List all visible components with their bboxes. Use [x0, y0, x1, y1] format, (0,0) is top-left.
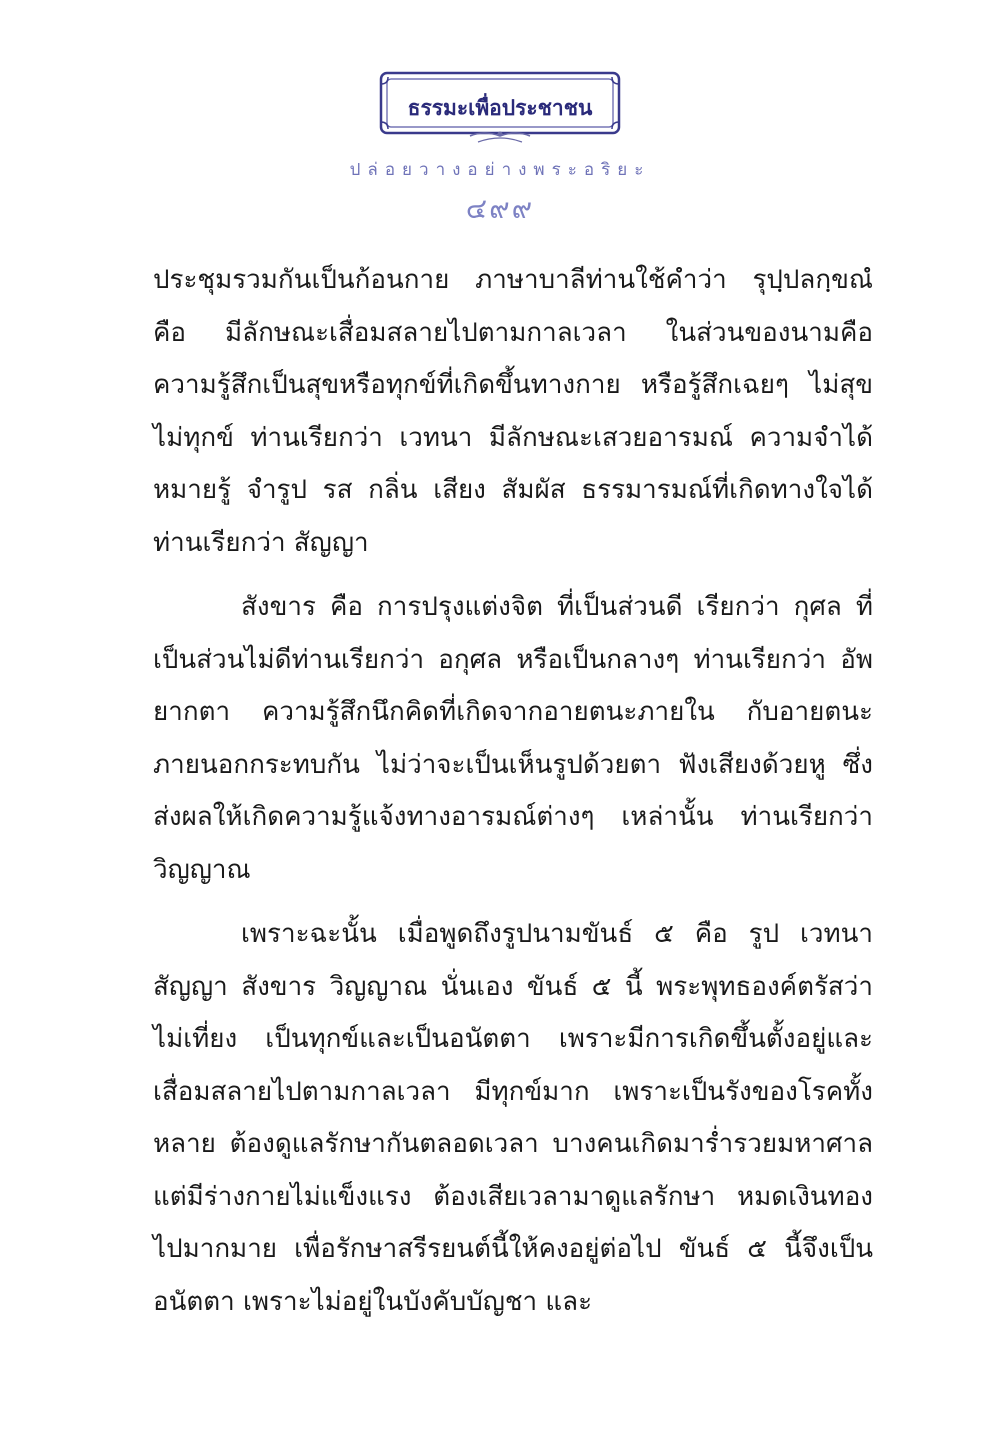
running-title: ปล่อยวางอย่างพระอริยะ: [349, 160, 651, 180]
paragraph-3: เพราะฉะนั้น เมื่อพูดถึงรูปนามขันธ์ ๕ คือ รูป เวทนา สัญญา สังขาร วิญญาณ นั่นเอง ขันธ์ ๕ นี้ พระพุทธองค์ตรัสว่า ไม่เที่ยง เป็นทุกข์และเป็นอนัตตา เพราะมีการเกิดขึ้นตั้งอยู่และเสื่อมสลายไปตามกาลเวลา มีทุกข์มาก เพราะเป็นรังของโรคทั้งหลาย ต้องดูแลรักษากันตลอดเวลา บางคนเกิดมาร่ำรวยมหาศาล แต่มีร่างกายไม่แข็งแรง ต้องเสียเวลามาดูแลรักษา หมดเงินทองไปมากมาย เพื่อรักษาสรีรยนต์นี้ให้คงอยู่ต่อไป ขันธ์ ๕ นี้จึงเป็นอนัตตา เพราะไม่อยู่ในบังคับบัญชา และ: [153, 919, 873, 1317]
page-number: ๔๙๙: [465, 192, 535, 225]
paragraph-1: ประชุมรวมกันเป็นก้อนกาย ภาษาบาลีท่านใช้คำว่า รุปฺปลกฺขณํ คือ มีลักษณะเสื่อมสลายไปตามกาลเวลา ในส่วนของนามคือ ความรู้สึกเป็นสุขหรือทุกข์ที่เกิดขึ้นทางกาย หรือรู้สึกเฉยๆ ไม่สุขไม่ทุกข์ ท่านเรียกว่า เวทนา มีลักษณะเสวยอารมณ์ ความจำได้หมายรู้ จำรูป รส กลิ่น เสียง สัมผัส ธรรมารมณ์ที่เกิดทางใจได้ ท่านเรียกว่า สัญญา: [153, 265, 873, 558]
logo-title: ธรรมะเพื่อประชาชน: [407, 96, 593, 120]
page-header: [0, 70, 1000, 231]
book-logo: [378, 70, 622, 148]
paragraph-2: สังขาร คือ การปรุงแต่งจิต ที่เป็นส่วนดี เรียกว่า กุศล ที่เป็นส่วนไม่ดีท่านเรียกว่า อกุศล หรือเป็นกลางๆ ท่านเรียกว่า อัพยากตา ความรู้สึกนึกคิดที่เกิดจากอายตนะภายใน กับอายตนะภายนอกกระทบกัน ไม่ว่าจะเป็นเห็นรูปด้วยตา ฟังเสียงด้วยหู ซึ่งส่งผลให้เกิดความรู้แจ้งทางอารมณ์ต่างๆ เหล่านั้น ท่านเรียกว่า วิญญาณ: [153, 592, 873, 885]
body-text: [153, 254, 873, 1328]
